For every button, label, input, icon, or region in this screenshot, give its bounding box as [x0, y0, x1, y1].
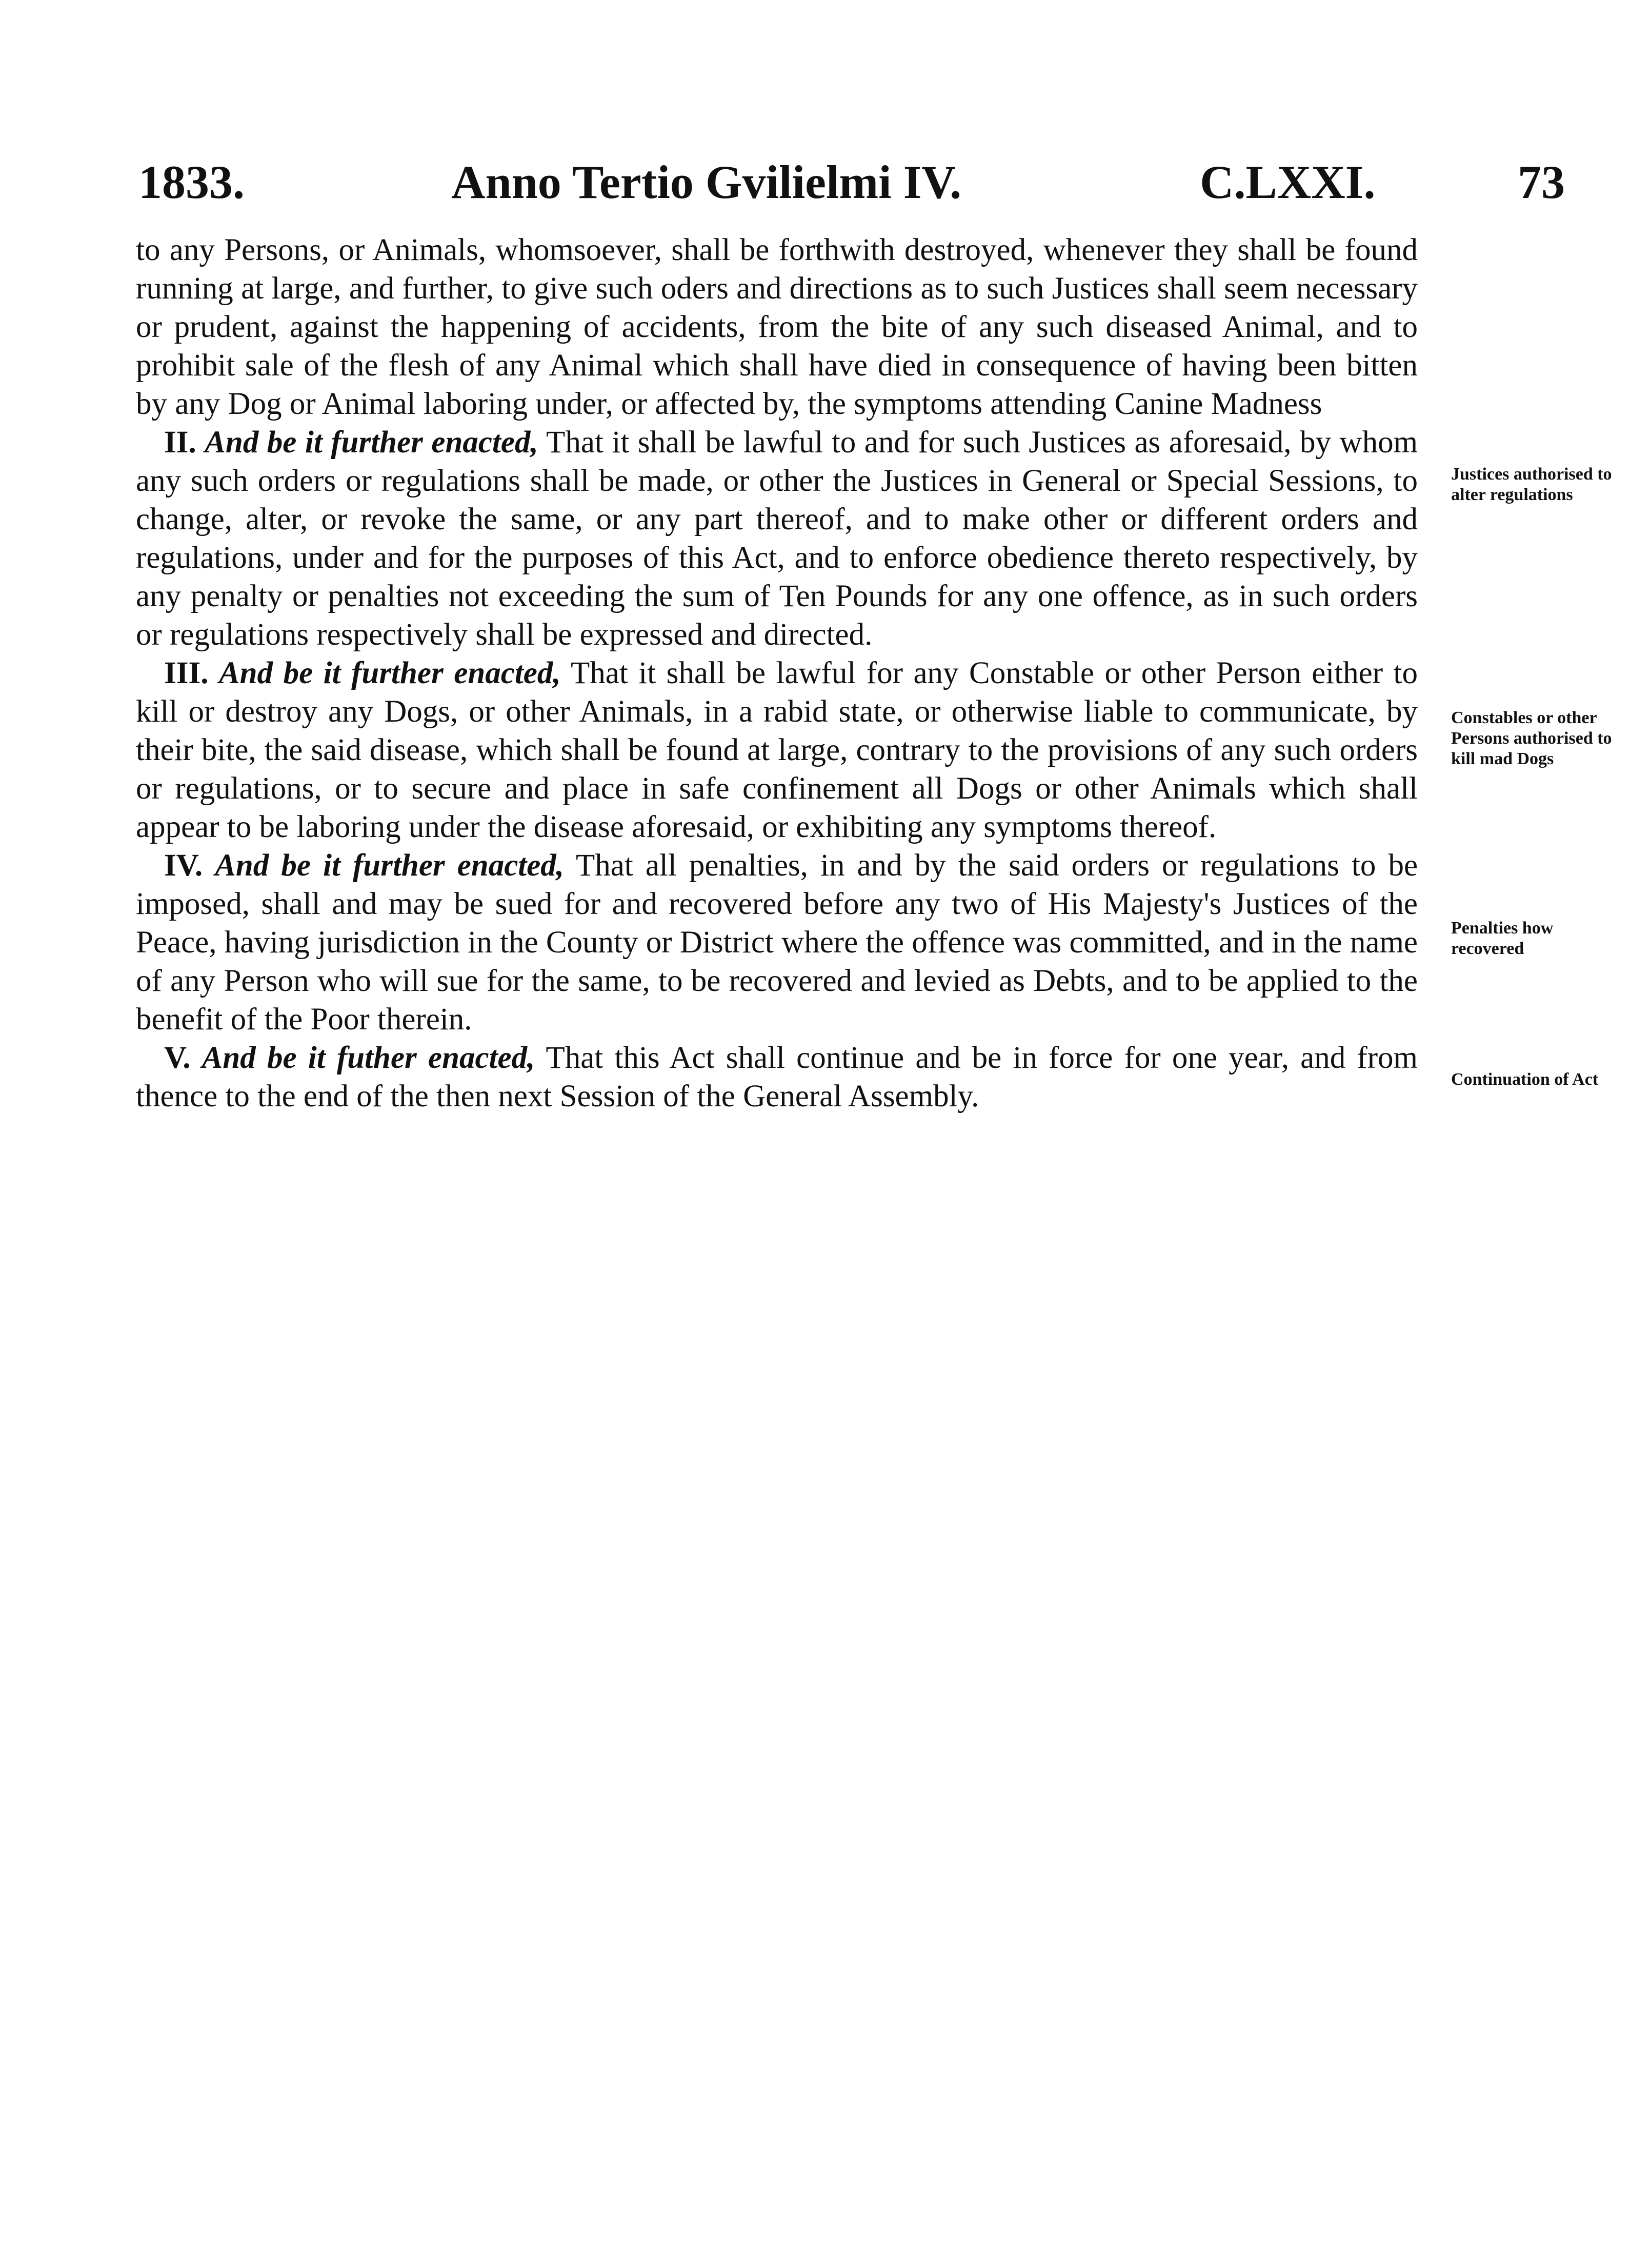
margin-note-penalties: Penalties how recovered — [1451, 919, 1554, 958]
enacting-clause: And be it further enacted, — [205, 425, 538, 460]
opening-paragraph: to any Persons, or Animals, whomsoever, shall be forthwith destroyed, whenever they shall be found running at large, and further, to give such oders and directions as to such Justices shall seem necessary or prudent, against the happening of accidents, from the bite of any such diseased Animal, and to prohibit sale of the flesh of any Animal which shall have died in consequence of having been bitten by any Dog or Animal laboring under, or affected by, the symptoms attending Canine Madness — [136, 233, 1418, 421]
header-year: 1833. — [138, 156, 245, 208]
running-header — [138, 154, 1589, 210]
header-chapter: C.LXXI. — [1200, 156, 1376, 208]
section-text: That it shall be lawful for any Constable or other Person either to kill or destroy any Dogs, or other Animals, in a rabid state, or otherwise liable to communicate, by their bite, the said disease, which shall be found at large, contrary to the provisions of any such orders or regulations, or to secure and place in safe confinement all Dogs or other Animals which shall appear to be laboring under the disease aforesaid, or exhibiting any symptoms thereof. — [136, 656, 1418, 844]
section-number: V. — [164, 1041, 191, 1075]
section-text: That it shall be lawful to and for such Justices as aforesaid, by whom any such orders or regulations shall be made, or other the Justices in General or Special Sessions, to change, alter, or revoke the same, or any part thereof, and to make other or different orders and regulations, under and for the purposes of this Act, and to enforce obedience thereto respectively, by any penalty or penalties not exceeding the sum of Ten Pounds for any one offence, as in such orders or regulations respectively shall be expressed and directed. — [136, 425, 1418, 652]
section-4 — [136, 846, 1418, 1039]
margin-note-constables: Constables or other Persons authorised to kill mad Dogs — [1451, 708, 1612, 768]
act-text — [136, 231, 1418, 1116]
header-page-number: 73 — [1518, 156, 1565, 208]
section-3 — [136, 654, 1418, 846]
header-title: Anno Tertio Gvilielmi IV. — [451, 156, 962, 208]
section-2 — [136, 423, 1418, 654]
enacting-clause: And be it further enacted, — [218, 656, 561, 690]
section-5 — [136, 1039, 1418, 1116]
margin-note-justices: Justices authorised to alter regulations — [1451, 465, 1612, 504]
section-number: II. — [164, 425, 196, 460]
enacting-clause: And be it futher enacted, — [202, 1041, 535, 1075]
margin-note-continuation: Continuation of Act — [1451, 1070, 1599, 1089]
section-number: IV. — [164, 848, 203, 883]
enacting-clause: And be it further enacted, — [215, 848, 565, 883]
section-number: III. — [164, 656, 209, 690]
section-text: That this Act shall continue and be in force for one year, and from thence to the end of the then next Session of the General Assembly. — [136, 1041, 1418, 1113]
section-text: That all penalties, in and by the said orders or regulations to be imposed, shall and may be sued for and recovered before any two of His Majesty's Justices of the Peace, having jurisdiction in the County or District where the offence was committed, and in the name of any Person who will sue for the same, to be recovered and levied as Debts, and to be applied to the benefit of the Poor therein. — [136, 848, 1418, 1037]
